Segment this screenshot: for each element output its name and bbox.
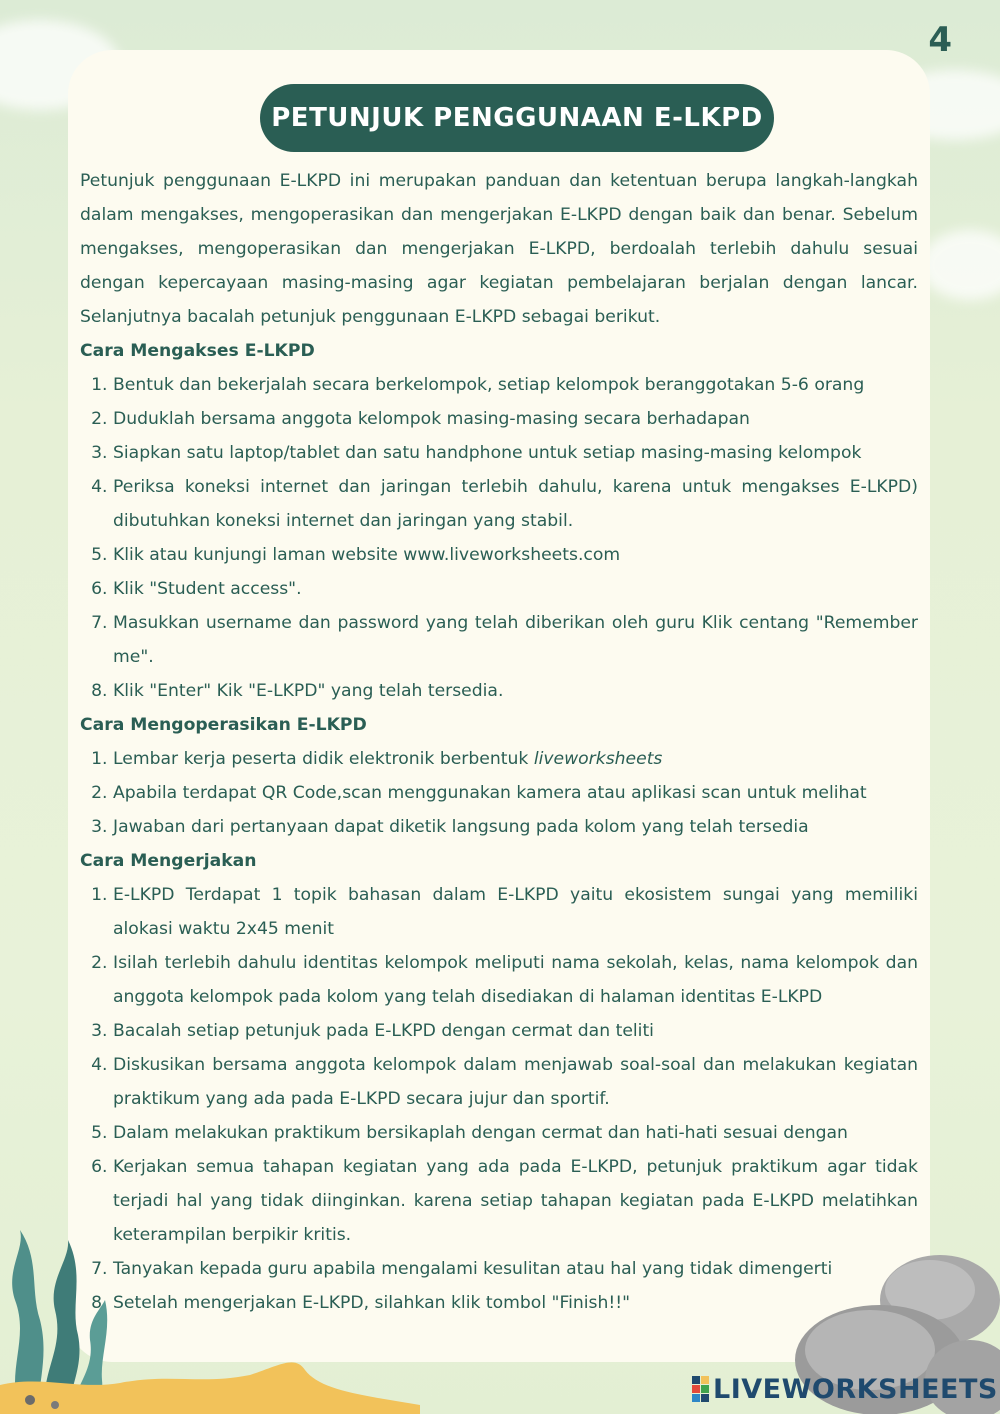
- list-item: 2. Apabila terdapat QR Code,scan menggunakan kamera atau aplikasi scan untuk melihat: [113, 776, 918, 810]
- list-item: 2. Duduklah bersama anggota kelompok masing-masing secara berhadapan: [113, 402, 918, 436]
- list-item: 2. Isilah terlebih dahulu identitas kelompok meliputi nama sekolah, kelas, nama kelompok dan anggota kelompok pada kolom yang telah disediakan di halaman identitas E-LKPD: [113, 946, 918, 1014]
- list-item: 1. Bentuk dan bekerjalah secara berkelompok, setiap kelompok beranggotakan 5-6 orang: [113, 368, 918, 402]
- logo-mark-icon: [692, 1376, 709, 1402]
- list-item: 7. Masukkan username dan password yang telah diberikan oleh guru Klik centang "Remember me".: [113, 606, 918, 674]
- page-title-text: PETUNJUK PENGGUNAAN E-LKPD: [271, 103, 763, 133]
- list-item: 8. Klik "Enter" Kik "E-LKPD" yang telah tersedia.: [113, 674, 918, 708]
- list-item: [113, 742, 918, 776]
- list-item: 6. Kerjakan semua tahapan kegiatan yang ada pada E-LKPD, petunjuk praktikum agar tidak terjadi hal yang tidak diinginkan. karena setiap tahapan kegiatan pada E-LKPD melatihkan keterampilan berpikir kritis.: [113, 1150, 918, 1252]
- intro-paragraph: Petunjuk penggunaan E-LKPD ini merupakan panduan dan ketentuan berupa langkah-langkah dalam mengakses, mengoperasikan dan mengerjakan E-LKPD dengan baik dan benar. Sebelum mengakses, mengoperasikan dan mengerjakan E-LKPD, berdoalah terlebih dahulu sesuai dengan kepercayaan masing-masing agar kegiatan pembelajaran berjalan dengan lancar. Selanjutnya bacalah petunjuk penggunaan E-LKPD sebagai berikut.: [80, 171, 918, 327]
- page-number: 4: [928, 20, 952, 60]
- list-item: 1. E-LKPD Terdapat 1 topik bahasan dalam E-LKPD yaitu ekosistem sungai yang memiliki alokasi waktu 2x45 menit: [113, 878, 918, 946]
- section-heading-access: Cara Mengakses E-LKPD: [80, 341, 315, 361]
- section-heading-work: Cara Mengerjakan: [80, 851, 257, 871]
- liveworksheets-logo: [692, 1372, 998, 1406]
- list-item: 3. Siapkan satu laptop/tablet dan satu handphone untuk setiap masing-masing kelompok: [113, 436, 918, 470]
- section-heading-operate: Cara Mengoperasikan E-LKPD: [80, 715, 367, 735]
- list-item: 6. Klik "Student access".: [113, 572, 918, 606]
- operate-steps-list: [80, 742, 918, 844]
- list-item-italic: liveworksheets: [533, 749, 663, 769]
- page-title: [260, 84, 774, 152]
- list-item: 7. Tanyakan kepada guru apabila mengalami kesulitan atau hal yang tidak dimengerti: [113, 1252, 918, 1286]
- list-item: 4. Periksa koneksi internet dan jaringan terlebih dahulu, karena untuk mengakses E-LKPD) dibutuhkan koneksi internet dan jaringan yang stabil.: [113, 470, 918, 538]
- logo-text: LIVEWORKSHEETS: [713, 1373, 998, 1405]
- list-item: 4. Diskusikan bersama anggota kelompok dalam menjawab soal-soal dan melakukan kegiatan praktikum yang ada pada E-LKPD secara jujur dan sportif.: [113, 1048, 918, 1116]
- list-item: 3. Jawaban dari pertanyaan dapat diketik langsung pada kolom yang telah tersedia: [113, 810, 918, 844]
- sand-illustration: [0, 1345, 420, 1414]
- list-item: 5. Dalam melakukan praktikum bersikaplah dengan cermat dan hati-hati sesuai dengan: [113, 1116, 918, 1150]
- instructions-content: [80, 164, 918, 1320]
- list-item-text: Lembar kerja peserta didik elektronik berbentuk: [113, 749, 534, 769]
- list-item: 5. Klik atau kunjungi laman website www.liveworksheets.com: [113, 538, 918, 572]
- list-item: 8. Setelah mengerjakan E-LKPD, silahkan klik tombol "Finish!!": [113, 1286, 918, 1320]
- access-steps-list: [80, 368, 918, 708]
- list-item: 3. Bacalah setiap petunjuk pada E-LKPD dengan cermat dan teliti: [113, 1014, 918, 1048]
- cloud-decoration: [920, 230, 1000, 300]
